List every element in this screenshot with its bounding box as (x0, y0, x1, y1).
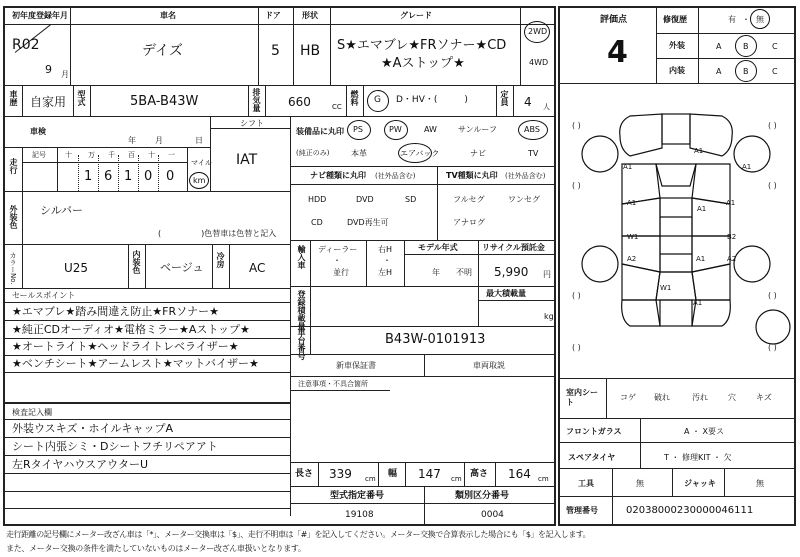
km-label: km (193, 176, 206, 185)
equipment-sub: (純正のみ) (296, 149, 330, 157)
color-no-label: カラーNo. (9, 252, 17, 285)
color-label: 外装色 (9, 205, 18, 229)
equip-ps: PS (353, 125, 363, 134)
diagram-marker-front-center: A1 (694, 147, 704, 155)
max-load-unit: kg (544, 312, 554, 321)
interior-c: C (772, 67, 778, 76)
recycle-label: リサイクル預託金 (482, 243, 545, 252)
inspector-label: 検査記入欄 (12, 408, 52, 417)
grade-line-2: ★Aストップ★ (381, 56, 465, 71)
mgmt-label: 管理番号 (566, 506, 598, 515)
diagram-marker-left-rear-door: W1 (627, 233, 639, 241)
jack-value: 無 (756, 479, 764, 488)
first-reg-month: 9 (45, 63, 52, 76)
equipment-label: 装備品に丸印 (296, 127, 344, 136)
width-label: 幅 (388, 469, 398, 479)
mgmt-number: 02038000230000046111 (626, 505, 754, 516)
length-unit: cm (365, 475, 376, 483)
svg-text:( ): ( ) (572, 121, 581, 130)
footer-line-1: 走行距離の記号欄にメーター改ざん車は「*」、メーター交換車は「$」、走行不明車は「#」を記入してください。メーター交換で合算表示した場合にも「$」を記入します。 (6, 530, 591, 539)
svg-text:( ): ( ) (572, 343, 581, 352)
left-hand: 左H (378, 268, 393, 277)
navi-dvd: DVD (356, 195, 374, 204)
front-glass-value: A ・ X要ス (684, 427, 725, 436)
displacement-unit: CC (332, 103, 342, 111)
shift-value: IAT (236, 152, 258, 168)
first-reg-month-unit: 月 (61, 70, 69, 79)
navi-sd: SD (405, 195, 417, 204)
first-reg-year: R02 (12, 37, 40, 53)
inspection-year: 年 (128, 136, 136, 145)
tv-fullseg: フルセグ (453, 195, 485, 204)
body-shape: HB (300, 43, 321, 59)
class-no: 0004 (481, 510, 504, 520)
model-year-y: 年 (432, 268, 440, 277)
door-count: 5 (271, 43, 280, 59)
capacity-unit: 人 (543, 103, 550, 111)
history-label: 車歴 (9, 90, 18, 106)
equip-tv: TV (528, 149, 539, 158)
equip-aw: AW (424, 125, 437, 134)
diagram-marker-left-door: A1 (627, 199, 637, 207)
interior-b: B (743, 67, 749, 76)
equip-pw: PW (389, 125, 402, 134)
right-hand: 右H (378, 245, 393, 254)
chassis-number: B43W-0101913 (385, 332, 486, 347)
diagram-marker-left-rear: A2 (627, 255, 637, 263)
class-no-label: 類別区分番号 (455, 491, 510, 501)
displacement: 660 (288, 95, 311, 109)
shape-label: 形状 (302, 11, 318, 20)
mileage-digit-2: 6 (104, 169, 113, 184)
digit-header-0: 記号 (32, 151, 46, 159)
svg-text:( ): ( ) (768, 121, 777, 130)
front-glass-label: フロントガラス (566, 427, 622, 436)
load-label: 登録積載量 (297, 290, 306, 330)
mileage-digit-4: 0 (144, 169, 153, 184)
capacity: 4 (524, 95, 532, 109)
exterior-c: C (772, 42, 778, 51)
displacement-label: 排気量 (252, 88, 261, 112)
color-value: シルバー (40, 204, 83, 217)
digit-header-2: 万 (88, 151, 95, 159)
color-no: U25 (64, 261, 89, 275)
interior-label: 内装 (669, 66, 685, 75)
diagram-marker-right-door: A1 (726, 199, 736, 207)
navi-dvd-play: DVD再生可 (347, 218, 389, 227)
tool-value: 無 (636, 479, 644, 488)
diagram-marker-right-rear: A2 (727, 255, 737, 263)
equip-sunroof: サンルーフ (458, 125, 497, 134)
repair-dot: ・ (742, 15, 750, 24)
mileage-label: 走行 (9, 158, 18, 174)
interior-seat-label: 室内シート (566, 388, 598, 408)
import-dot: ・ (333, 256, 341, 265)
diagram-marker-rear-center: W1 (660, 284, 672, 292)
svg-text:( ): ( ) (768, 291, 777, 300)
color-note: ( )色替車は色替と記入 (158, 229, 277, 238)
diagram-marker-right-front: A1 (742, 163, 752, 171)
recycle-unit: 円 (543, 270, 551, 279)
svg-text:( ): ( ) (572, 291, 581, 300)
jack-label: ジャッキ (684, 479, 716, 488)
mileage-digit-3: 1 (124, 169, 133, 184)
import-label: 輸入車 (297, 245, 306, 269)
diagram-marker-rear-right: A1 (693, 299, 703, 307)
recycle-amount: 5,990 (494, 265, 529, 279)
fuel-label: 燃料 (350, 90, 359, 106)
mileage-digit-1: 1 (84, 169, 93, 184)
tv-oneseg: ワンセグ (508, 195, 540, 204)
mile-label: マイル (191, 159, 212, 167)
tv-analog: アナログ (453, 218, 485, 227)
equip-abs: ABS (524, 125, 540, 134)
interior-a: A (716, 67, 722, 76)
equip-navi: ナビ (470, 149, 486, 158)
warranty-label: 新車保証書 (336, 361, 376, 370)
navi-hdd: HDD (308, 195, 327, 204)
sales-points-label: セールスポイント (12, 291, 76, 300)
equip-airbag: エアバック (400, 149, 440, 158)
inspector-line-3: 左RタイヤハウスアウターU (12, 458, 149, 471)
spare-tire-label: スペアタイヤ (568, 453, 616, 462)
notice-label: 注意事項・不具合箇所 (298, 380, 368, 388)
model-label: 型式 (77, 90, 86, 106)
seat-scorch: コゲ (620, 393, 636, 402)
sales-point-1: ★エマブレ★踏み間違え防止★FRソナー★ (12, 305, 219, 318)
fuel-options: D・HV・( ) (396, 95, 468, 105)
diagram-marker-right-rear-door: B2 (727, 233, 737, 241)
car-name: デイズ (142, 43, 183, 59)
tool-label: 工具 (578, 479, 594, 488)
ac-value: AC (249, 261, 266, 275)
sales-point-2: ★純正CDオーディオ★電格ミラー★Aストップ★ (12, 323, 250, 336)
sales-point-4: ★ベンチシート★アームレスト★マットバイザー★ (12, 357, 259, 370)
inspection-month: 月 (155, 136, 163, 145)
digit-header-5: 十 (148, 151, 155, 159)
drive-2wd: 2WD (528, 27, 548, 36)
score-label: 評価点 (600, 15, 628, 25)
digit-header-3: 千 (108, 151, 115, 159)
model-year-value: 不明 (456, 268, 472, 277)
vehicle-history: 自家用 (30, 95, 67, 109)
handle-dot: ・ (383, 256, 391, 265)
seat-hole: 穴 (728, 393, 736, 402)
import-dealer: ディーラー (318, 245, 358, 254)
navi-sub: (社外品含む) (375, 172, 416, 180)
model-year-label: モデル年式 (418, 243, 458, 252)
seat-stain: 汚れ (692, 393, 708, 402)
navi-cd: CD (311, 218, 323, 227)
repair-yes: 有 (728, 15, 736, 24)
width-unit: cm (451, 475, 462, 483)
inspector-line-1: 外装ウスキズ・ホイルキャップA (12, 422, 173, 435)
diagram-marker-roof-rear: A1 (696, 255, 706, 263)
footer-line-2: また、メーター交換の条件を満たしていないものはメーター改ざん車扱いとなります。 (6, 544, 306, 553)
diagram-marker-roof: A1 (697, 205, 707, 213)
inspection-day: 日 (195, 136, 203, 145)
capacity-label: 定員 (500, 90, 509, 106)
door-label: ドア (265, 11, 281, 20)
repair-no: 無 (756, 15, 764, 24)
type-no-label: 型式指定番号 (330, 491, 385, 501)
equip-leather: 本革 (351, 149, 367, 158)
car-name-label: 車名 (160, 11, 176, 20)
inspector-line-2: シート内張シミ・Dシートフチリペアアト (12, 440, 218, 453)
svg-text:( ): ( ) (768, 343, 777, 352)
inspection-label: 車検 (30, 127, 46, 136)
repair-label: 修復歴 (663, 15, 687, 24)
seat-scratch: キズ (756, 393, 772, 402)
svg-text:( ): ( ) (768, 181, 777, 190)
interior-color-label: 内装色 (132, 250, 141, 274)
digit-header-1: 十 (65, 151, 72, 159)
import-parallel: 並行 (333, 268, 349, 277)
ac-label: 冷房 (216, 252, 225, 268)
chassis-label: 車台番号 (297, 328, 306, 360)
score-value: 4 (607, 35, 628, 70)
exterior-a: A (716, 42, 722, 51)
svg-text:( ): ( ) (572, 181, 581, 190)
diagram-marker-left-front: A1 (623, 163, 633, 171)
model-code: 5BA-B43W (130, 94, 199, 109)
height-label: 高さ (470, 469, 489, 479)
navi-title: ナビ種類に丸印 (310, 171, 366, 180)
drive-4wd: 4WD (529, 58, 549, 67)
interior-color: ベージュ (160, 261, 204, 274)
mileage-digit-5: 0 (166, 169, 175, 184)
length-label: 長さ (295, 469, 314, 479)
manual-label: 車両取説 (473, 361, 505, 370)
car-outline-svg (560, 86, 794, 378)
type-no: 19108 (345, 510, 374, 520)
digit-header-4: 百 (128, 151, 135, 159)
shift-label: シフト (240, 119, 264, 128)
sales-point-3: ★オートライト★ヘッドライトレベライザー★ (12, 340, 239, 353)
spare-tire-value: T ・ 修理KIT ・ 欠 (664, 453, 732, 462)
seat-tear: 破れ (654, 393, 670, 402)
length-value: 339 (329, 467, 352, 481)
exterior-label: 外装 (669, 41, 685, 50)
exterior-b: B (743, 42, 749, 51)
first-reg-label: 初年度登録年月 (12, 11, 68, 20)
width-value: 147 (418, 467, 441, 481)
tv-sub: (社外品含む) (505, 172, 546, 180)
grade-label: グレード (400, 11, 432, 20)
tv-title: TV種類に丸印 (446, 171, 498, 180)
max-load-label: 最大積載量 (486, 289, 526, 298)
digit-header-6: 一 (168, 151, 175, 159)
fuel-g: G (374, 95, 381, 105)
height-value: 164 (508, 467, 531, 481)
grade-line-1: S★エマブレ★FRソナー★CD (337, 38, 507, 53)
height-unit: cm (538, 475, 549, 483)
